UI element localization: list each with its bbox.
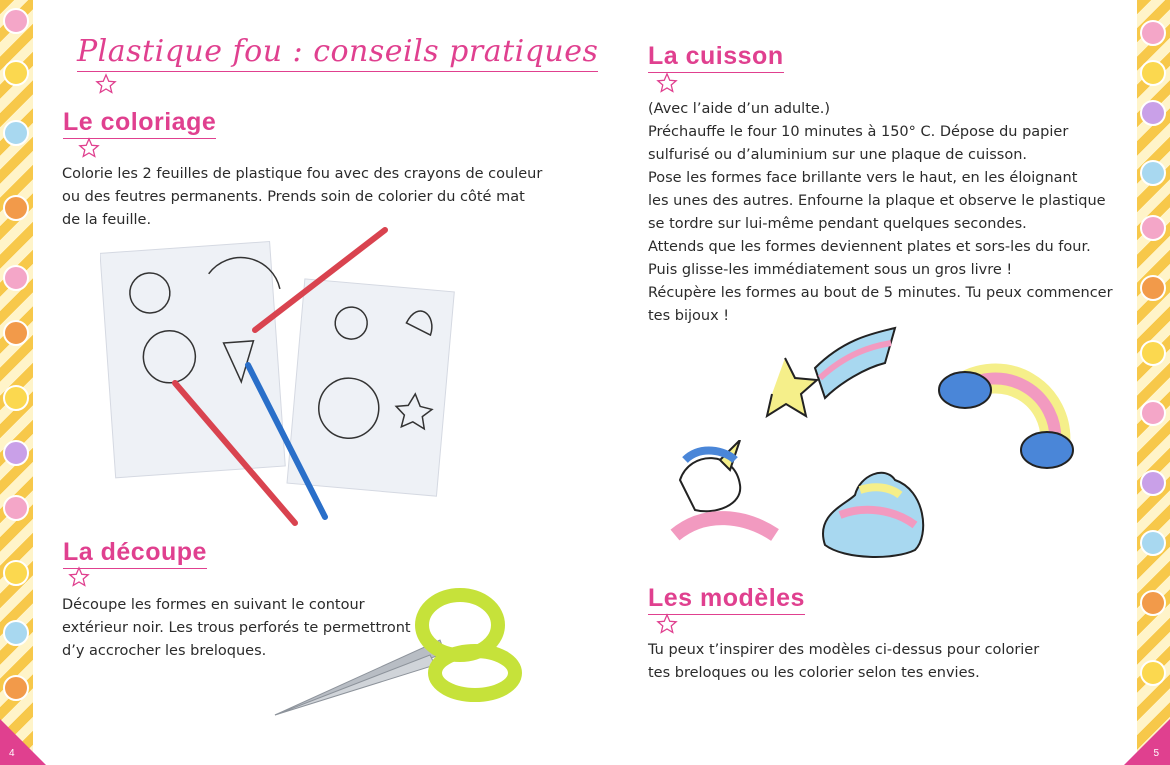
section-heading-decoupe: La découpe <box>63 538 207 569</box>
star-icon <box>68 566 90 588</box>
cat-sticker-icon <box>1140 20 1166 46</box>
cat-sticker-icon <box>3 495 29 521</box>
cupcake-sticker-icon <box>1140 470 1166 496</box>
poop-charm-icon <box>815 455 930 565</box>
scissors-icon <box>270 585 525 725</box>
rainbow-sticker-icon <box>3 120 29 146</box>
cat-sticker-icon <box>1140 400 1166 426</box>
page-corner-right <box>1124 719 1170 765</box>
cat-sticker-icon <box>3 8 29 34</box>
icecream-sticker-icon <box>3 265 29 291</box>
star-sticker-icon <box>1140 660 1166 686</box>
unicorn-charm-icon <box>665 440 780 545</box>
page-number-left: 4 <box>9 748 15 759</box>
coloring-sheets-illustration <box>100 225 460 530</box>
plastic-sheet <box>100 241 292 478</box>
tiger-sticker-icon <box>3 195 29 221</box>
decoupe-text: Découpe les formes en suivant le contour extérieur noir. Les trous perforés te permettront d’y accrocher les breloques. <box>62 597 411 659</box>
rainbow-sticker-icon <box>1140 530 1166 556</box>
plastic-sheet <box>287 279 454 496</box>
star-icon <box>78 137 100 159</box>
rainbow-charm-icon <box>935 345 1075 475</box>
rainbow-sticker-icon <box>3 620 29 646</box>
star-sticker-icon <box>1140 340 1166 366</box>
icecream-sticker-icon <box>1140 215 1166 241</box>
star-sticker-icon <box>3 385 29 411</box>
star-icon <box>656 72 678 94</box>
rainbow-sticker-icon <box>1140 160 1166 186</box>
cupcake-sticker-icon <box>3 440 29 466</box>
star-sticker-icon <box>3 560 29 586</box>
section-heading-cuisson: La cuisson <box>648 42 784 73</box>
modeles-text: Tu peux t’inspirer des modèles ci-dessus pour colorier tes breloques ou les colorier selon tes envies. <box>648 642 1040 681</box>
star-icon <box>656 613 678 635</box>
tiger-sticker-icon <box>3 320 29 346</box>
page-number-right: 5 <box>1153 748 1159 759</box>
page-corner-left <box>0 719 46 765</box>
star-sticker-icon <box>3 60 29 86</box>
section-heading-coloriage: Le coloriage <box>63 108 216 139</box>
left-decorative-border <box>0 0 33 765</box>
tiger-sticker-icon <box>1140 275 1166 301</box>
page-title: Plastique fou : conseils pratiques <box>77 34 598 72</box>
right-decorative-border <box>1137 0 1170 765</box>
cuisson-text: (Avec l’aide d’un adulte.) Préchauffe le four 10 minutes à 150° C. Dépose du papier sulfurisé ou d’aluminium sur une plaque de cuisson. Pose les formes face brillante vers le haut, en les éloignant les unes des autres. Enfourne la plaque et observe le plastique se tordre sur lui-même pendant quelques secondes. Attends que les formes deviennent plates et sors-les du four. Puis glisse-les immédiatement sous un gros livre ! Récupère les formes au bout de 5 minutes. Tu peux commencer tes bijoux ! <box>648 101 1113 324</box>
section-heading-modeles: Les modèles <box>648 584 805 615</box>
coloriage-text: Colorie les 2 feuilles de plastique fou avec des crayons de couleur ou des feutres permanents. Prends soin de colorier du côté mat de la feuille. <box>62 166 543 228</box>
tiger-sticker-icon <box>3 675 29 701</box>
star-icon <box>95 73 117 95</box>
unicorn-sticker-icon <box>1140 100 1166 126</box>
star-sticker-icon <box>1140 60 1166 86</box>
tiger-sticker-icon <box>1140 590 1166 616</box>
star-charm-icon <box>755 318 905 428</box>
